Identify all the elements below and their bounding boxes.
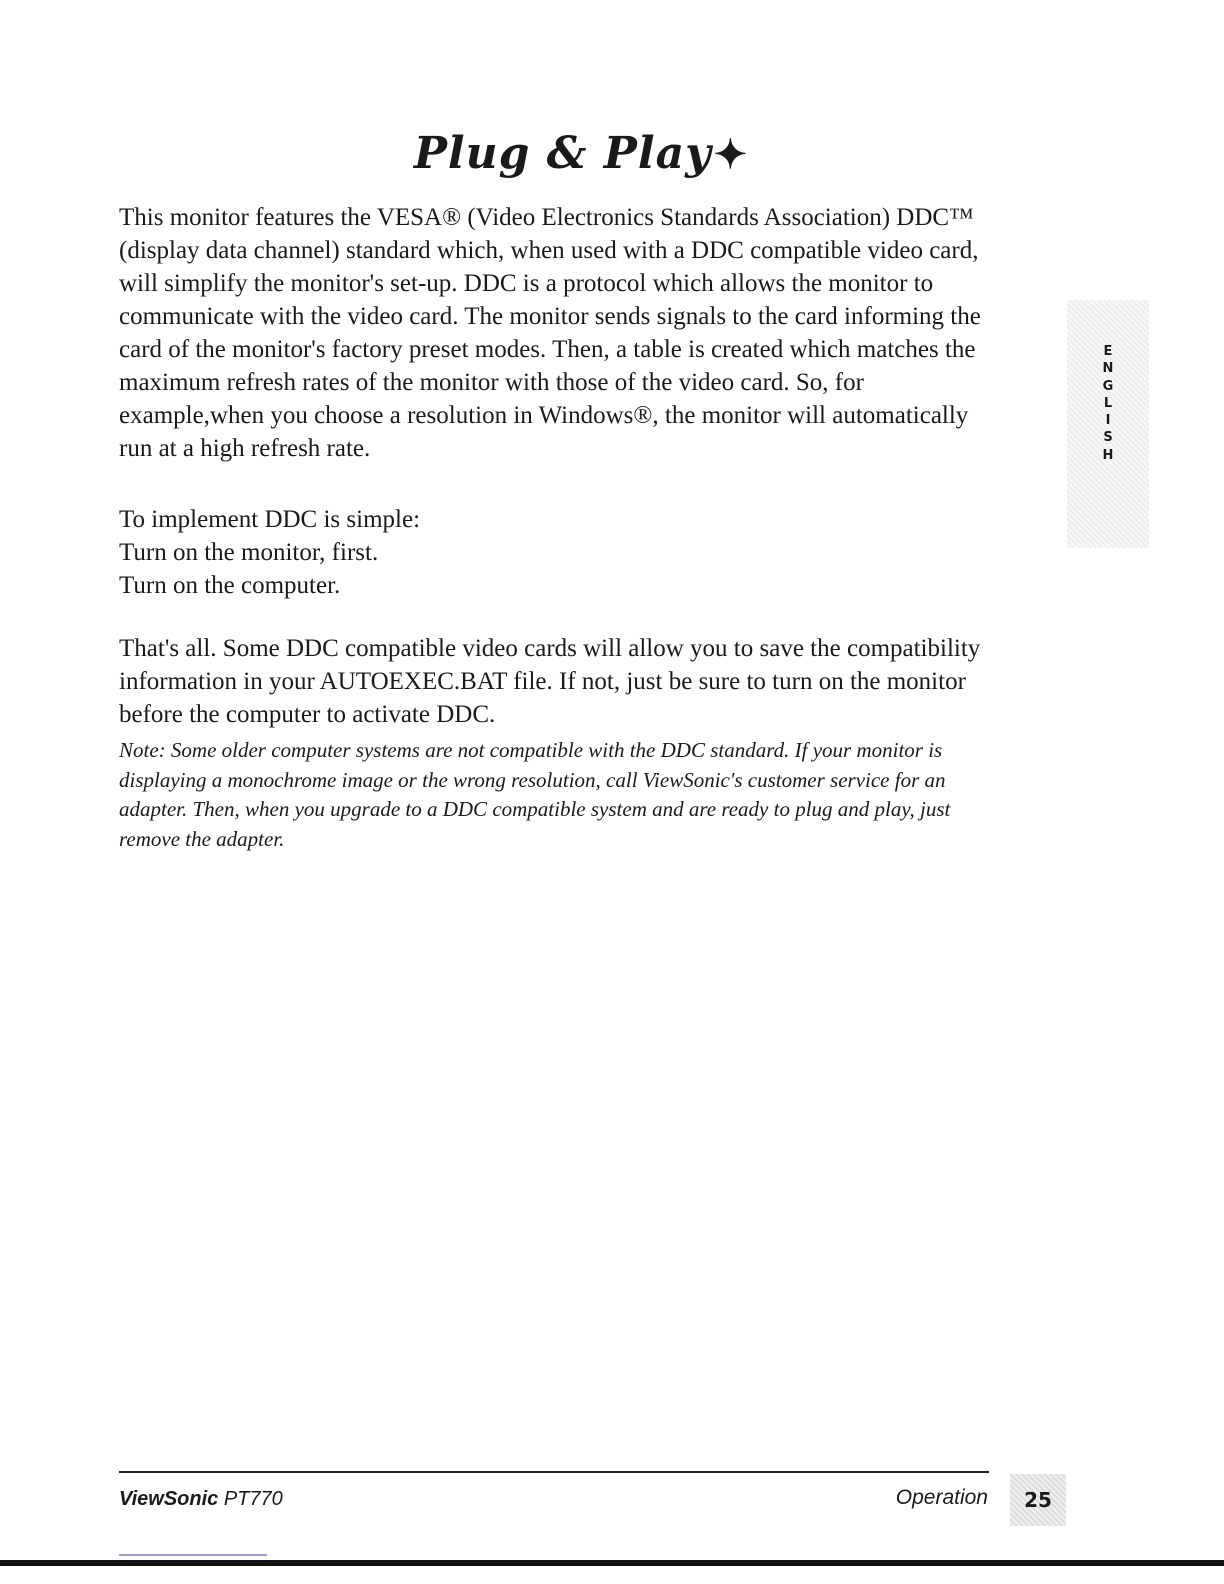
footer-brand: ViewSonic	[119, 1488, 219, 1510]
footer-model: PT770	[223, 1488, 283, 1510]
tab-letter: I	[1105, 413, 1111, 429]
language-tab-label	[1098, 343, 1118, 464]
tab-letter: E	[1103, 344, 1113, 359]
language-tab	[1067, 300, 1149, 548]
intro-paragraph: This monitor features the VESA® (Video Electronics Standards Association) DDC™ (display data channel) standard which, when used with a DDC compatible video card, will simplify the monitor's set-up. DDC is a protocol which allows the monitor to communicate with the video card. The monitor sends signals to the card informing the card of the monitor's factory preset modes. Then, a table is created which matches the maximum refresh rates of the monitor with those of the video card. So, for example,when you choose a resolution in Windows®, the monitor will automatically run at a high refresh rate.	[119, 204, 981, 462]
bottom-page-rule	[0, 1560, 1224, 1566]
tab-letter: G	[1102, 378, 1114, 394]
footer-product	[119, 1488, 283, 1511]
footer-divider	[119, 1471, 989, 1473]
tab-letter: H	[1102, 447, 1114, 463]
closing-paragraph: That's all. Some DDC compatible video cards will allow you to save the compatibility information in your AUTOEXEC.BAT file. If not, just be sure to turn on the monitor before the computer to activate DDC.	[119, 635, 981, 728]
note-text: Note: Some older computer systems are not compatible with the DDC standard. If your monitor is displaying a monochrome image or the wrong resolution, call ViewSonic's customer service for an adapter. Then, when you upgrade to a DDC compatible system and are ready to plug and play, just remove the adapter.	[119, 738, 951, 851]
steps-list	[119, 503, 999, 602]
title-text: Plug & Play	[413, 128, 712, 179]
page-title	[0, 128, 1162, 179]
bottom-thin-rule	[119, 1554, 267, 1556]
steps-intro: To implement DDC is simple:	[119, 506, 421, 533]
title-star-icon: ✦	[713, 131, 749, 178]
page-number: 25	[1010, 1474, 1066, 1526]
tab-letter: S	[1103, 430, 1113, 446]
tab-letter: N	[1102, 361, 1114, 377]
step-item: Turn on the monitor, first.	[119, 539, 379, 566]
step-item: Turn on the computer.	[119, 572, 341, 599]
tab-letter: L	[1103, 395, 1113, 411]
footer-section: Operation	[895, 1486, 988, 1509]
